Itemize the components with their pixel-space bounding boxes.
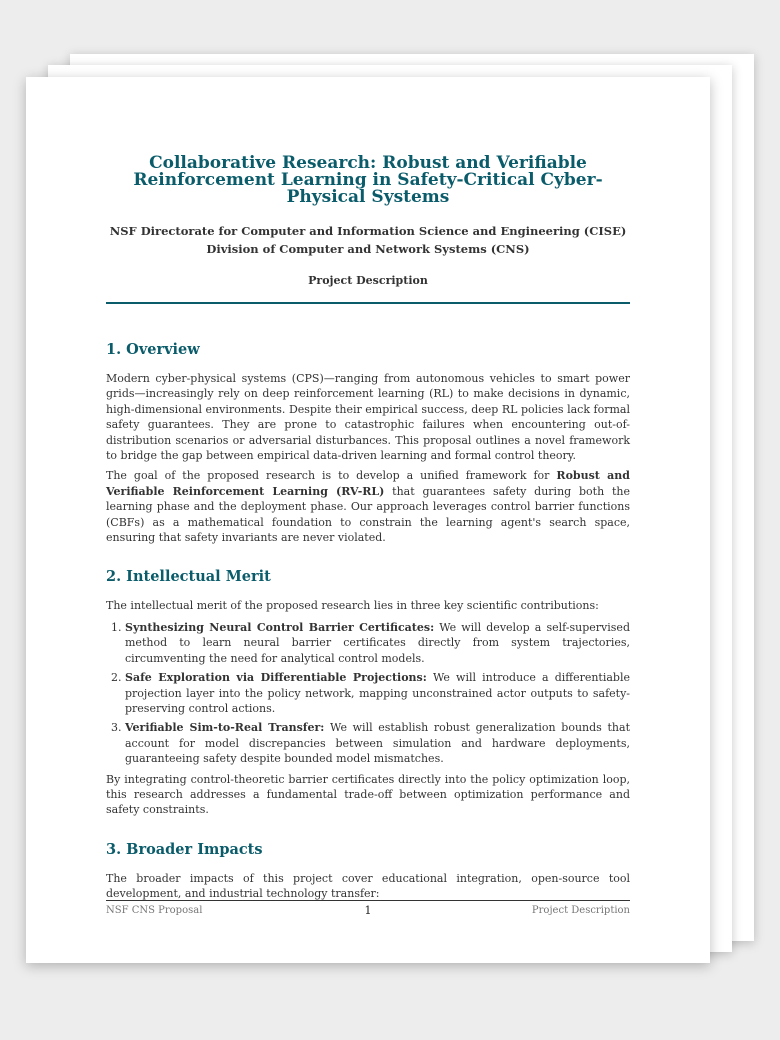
document-type: Project Description bbox=[308, 274, 428, 287]
contributions-list bbox=[106, 620, 630, 767]
page-footer bbox=[106, 900, 630, 919]
section-heading-broader-impacts: 3. Broader Impacts bbox=[106, 840, 263, 858]
contribution-title: Safe Exploration via Differentiable Projections: bbox=[125, 671, 427, 685]
merit-closing: By integrating control-theoretic barrier certificates directly into the policy optimization loop, this research addresses a fundamental trade-off between optimization performance and safety constraints. bbox=[106, 772, 630, 817]
list-item bbox=[125, 720, 630, 766]
document-page bbox=[26, 77, 710, 963]
contribution-text: We will establish robust generalization bounds that account for model discrepancies between simulation and hardware deployments, guaranteeing safety despite bounded model mismatches. bbox=[125, 721, 630, 766]
contribution-title: Synthesizing Neural Control Barrier Certificates: bbox=[125, 620, 435, 634]
overview-p2-text-continued: that guarantees safety during both the learning phase and the deployment phase. Our approach leverages control barrier functions (CBFs) as a mathematical foundation to constrain the learning agent's search space, ensuring that safety invariants are never violated. bbox=[106, 484, 631, 545]
list-item bbox=[125, 670, 630, 716]
footer-left: NSF CNS Proposal bbox=[106, 905, 203, 916]
footer-right: Project Description bbox=[531, 905, 630, 916]
title-divider bbox=[106, 302, 630, 304]
list-item bbox=[125, 620, 630, 666]
overview-paragraph-1: Modern cyber-physical systems (CPS)—ranging from autonomous vehicles to smart power grids—increasingly rely on deep reinforcement learning (RL) to make decisions in dynamic, high-dimensional environments. Despite their empirical success, deep RL policies lack formal safety guarantees. They are prone to catastrophic failures when encountering out-of-distribution scenarios or adversarial disturbances. This proposal outlines a novel framework to bridge the gap between empirical data-driven learning and formal control theory. bbox=[106, 372, 630, 463]
division-line: Division of Computer and Network Systems (CNS) bbox=[206, 242, 530, 256]
overview-p2-text: The goal of the proposed research is to develop a unified framework for bbox=[106, 469, 557, 483]
rv-rl-emphasis: Robust and Verifiable Reinforcement Learning (RV-RL) bbox=[106, 469, 630, 498]
directorate-line: NSF Directorate for Computer and Information Science and Engineering (CISE) bbox=[109, 224, 627, 238]
document-title: Collaborative Research: Robust and Verifiable Reinforcement Learning in Safety-Critical Cyber-Physical Systems bbox=[133, 153, 603, 207]
section-heading-overview: 1. Overview bbox=[106, 341, 200, 358]
impacts-paragraph: The broader impacts of this project cover educational integration, open-source tool development, and industrial technology transfer: bbox=[106, 871, 630, 901]
merit-intro: The intellectual merit of the proposed research lies in three key scientific contributions: bbox=[106, 599, 599, 613]
page-content bbox=[106, 155, 630, 902]
contribution-text: We will develop a self-supervised method to learn neural barrier certificates directly from system trajectories, circumventing the need for analytical control models. bbox=[125, 620, 630, 665]
page-number: 1 bbox=[364, 904, 372, 917]
contribution-title: Verifiable Sim-to-Real Transfer: bbox=[125, 721, 325, 735]
overview-paragraph-2 bbox=[106, 468, 630, 545]
contribution-text: We will introduce a differentiable projection layer into the policy network, mapping unconstrained actor outputs to safety-preserving control actions. bbox=[125, 671, 630, 715]
section-heading-intellectual-merit: 2. Intellectual Merit bbox=[106, 568, 271, 586]
directorate-block bbox=[106, 222, 630, 258]
